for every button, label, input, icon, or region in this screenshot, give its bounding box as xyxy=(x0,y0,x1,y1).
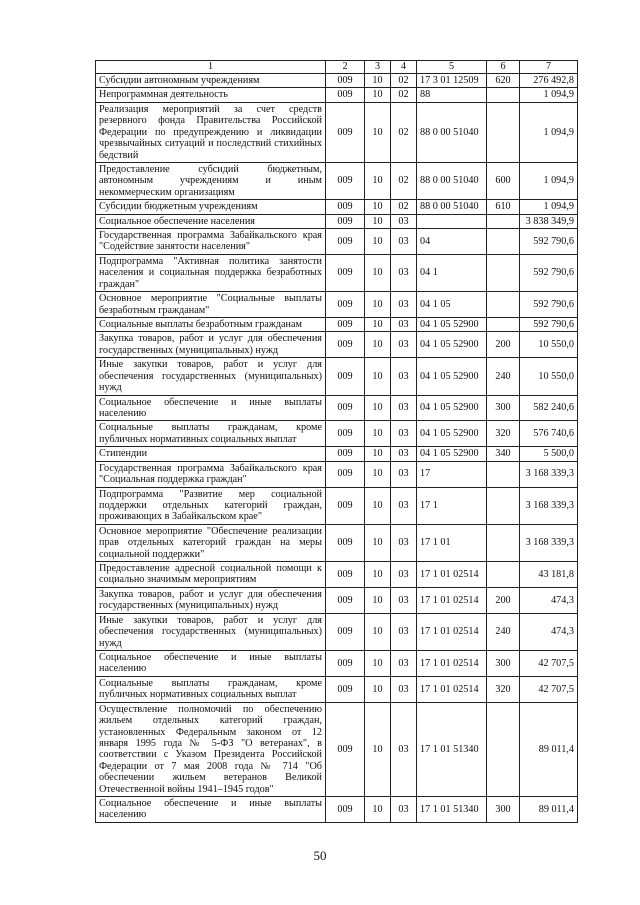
table-row xyxy=(96,613,578,650)
table-row xyxy=(96,447,578,461)
target-item-code-cell xyxy=(417,214,487,228)
ministry-code-cell: 009 xyxy=(326,676,365,702)
expense-type-code-cell: 300 xyxy=(487,650,520,676)
row-name-cell: Закупка товаров, работ и услуг для обеспечения государственных (муниципальных) нужд xyxy=(96,332,326,358)
section-code-cell: 10 xyxy=(365,292,391,318)
ministry-code-cell: 009 xyxy=(326,292,365,318)
expense-type-code-cell: 300 xyxy=(487,395,520,421)
subsection-code-cell: 03 xyxy=(391,292,417,318)
amount-cell: 43 181,8 xyxy=(520,562,578,588)
amount-cell: 582 240,6 xyxy=(520,395,578,421)
column-header-2: 2 xyxy=(326,61,365,74)
row-name-cell: Социальное обеспечение и иные выплаты населению xyxy=(96,395,326,421)
amount-cell: 1 094,9 xyxy=(520,162,578,199)
amount-cell: 592 790,6 xyxy=(520,292,578,318)
table-row xyxy=(96,200,578,214)
row-name-cell: Социальные выплаты безработным гражданам xyxy=(96,318,326,332)
target-item-code-cell: 04 1 05 52900 xyxy=(417,318,487,332)
expense-type-code-cell: 610 xyxy=(487,200,520,214)
target-item-code-cell: 17 3 01 12509 xyxy=(417,74,487,88)
section-code-cell: 10 xyxy=(365,254,391,291)
expense-type-code-cell xyxy=(487,214,520,228)
table-row xyxy=(96,797,578,823)
ministry-code-cell: 009 xyxy=(326,332,365,358)
row-name-cell: Подпрограмма "Активная политика занятости населения и социальная поддержка безработных граждан" xyxy=(96,254,326,291)
row-name-cell: Социальное обеспечение населения xyxy=(96,214,326,228)
section-code-cell: 10 xyxy=(365,102,391,162)
amount-cell: 592 790,6 xyxy=(520,229,578,255)
table-row xyxy=(96,650,578,676)
expense-type-code-cell: 200 xyxy=(487,332,520,358)
table-row xyxy=(96,292,578,318)
section-code-cell: 10 xyxy=(365,421,391,447)
subsection-code-cell: 03 xyxy=(391,797,417,823)
amount-cell: 10 550,0 xyxy=(520,358,578,395)
expense-type-code-cell: 620 xyxy=(487,74,520,88)
table-row xyxy=(96,102,578,162)
amount-cell: 1 094,9 xyxy=(520,88,578,102)
page-number: 50 xyxy=(313,848,327,863)
row-name-cell: Государственная программа Забайкальского края "Содействие занятости населения" xyxy=(96,229,326,255)
expense-type-code-cell xyxy=(487,254,520,291)
table-row xyxy=(96,74,578,88)
expense-type-code-cell: 240 xyxy=(487,358,520,395)
target-item-code-cell: 17 1 01 xyxy=(417,524,487,561)
section-code-cell: 10 xyxy=(365,702,391,796)
subsection-code-cell: 02 xyxy=(391,102,417,162)
ministry-code-cell: 009 xyxy=(326,797,365,823)
amount-cell: 42 707,5 xyxy=(520,650,578,676)
target-item-code-cell: 04 1 05 52900 xyxy=(417,395,487,421)
subsection-code-cell: 03 xyxy=(391,676,417,702)
row-name-cell: Социальное обеспечение и иные выплаты населению xyxy=(96,797,326,823)
subsection-code-cell: 03 xyxy=(391,487,417,524)
ministry-code-cell: 009 xyxy=(326,214,365,228)
expense-type-code-cell: 240 xyxy=(487,613,520,650)
amount-cell: 5 500,0 xyxy=(520,447,578,461)
section-code-cell: 10 xyxy=(365,395,391,421)
target-item-code-cell: 88 0 00 51040 xyxy=(417,102,487,162)
budget-table xyxy=(95,60,578,823)
expense-type-code-cell xyxy=(487,487,520,524)
ministry-code-cell: 009 xyxy=(326,702,365,796)
subsection-code-cell: 03 xyxy=(391,447,417,461)
target-item-code-cell: 04 1 05 52900 xyxy=(417,421,487,447)
amount-cell: 592 790,6 xyxy=(520,318,578,332)
table-row xyxy=(96,162,578,199)
target-item-code-cell: 17 1 01 02514 xyxy=(417,676,487,702)
target-item-code-cell: 04 1 05 52900 xyxy=(417,358,487,395)
subsection-code-cell: 03 xyxy=(391,254,417,291)
section-code-cell: 10 xyxy=(365,162,391,199)
target-item-code-cell: 04 1 05 xyxy=(417,292,487,318)
column-header-1: 1 xyxy=(96,61,326,74)
target-item-code-cell: 17 xyxy=(417,461,487,487)
table-row xyxy=(96,229,578,255)
subsection-code-cell: 02 xyxy=(391,162,417,199)
table-row xyxy=(96,524,578,561)
row-name-cell: Социальное обеспечение и иные выплаты населению xyxy=(96,650,326,676)
ministry-code-cell: 009 xyxy=(326,613,365,650)
subsection-code-cell: 02 xyxy=(391,88,417,102)
amount-cell: 474,3 xyxy=(520,587,578,613)
section-code-cell: 10 xyxy=(365,587,391,613)
subsection-code-cell: 03 xyxy=(391,421,417,447)
section-code-cell: 10 xyxy=(365,214,391,228)
expense-type-code-cell xyxy=(487,292,520,318)
row-name-cell: Основное мероприятие "Социальные выплаты безработным гражданам" xyxy=(96,292,326,318)
expense-type-code-cell: 200 xyxy=(487,587,520,613)
subsection-code-cell: 02 xyxy=(391,200,417,214)
subsection-code-cell: 03 xyxy=(391,332,417,358)
subsection-code-cell: 03 xyxy=(391,524,417,561)
target-item-code-cell: 88 0 00 51040 xyxy=(417,162,487,199)
table-row xyxy=(96,332,578,358)
amount-cell: 10 550,0 xyxy=(520,332,578,358)
expense-type-code-cell xyxy=(487,229,520,255)
amount-cell: 474,3 xyxy=(520,613,578,650)
amount-cell: 276 492,8 xyxy=(520,74,578,88)
section-code-cell: 10 xyxy=(365,358,391,395)
amount-cell: 592 790,6 xyxy=(520,254,578,291)
subsection-code-cell: 03 xyxy=(391,702,417,796)
ministry-code-cell: 009 xyxy=(326,395,365,421)
table-row xyxy=(96,487,578,524)
row-name-cell: Иные закупки товаров, работ и услуг для обеспечения государственных (муниципальных) нужд xyxy=(96,613,326,650)
subsection-code-cell: 03 xyxy=(391,461,417,487)
amount-cell: 1 094,9 xyxy=(520,102,578,162)
expense-type-code-cell xyxy=(487,88,520,102)
section-code-cell: 10 xyxy=(365,650,391,676)
row-name-cell: Закупка товаров, работ и услуг для обеспечения государственных (муниципальных) нужд xyxy=(96,587,326,613)
ministry-code-cell: 009 xyxy=(326,487,365,524)
target-item-code-cell: 17 1 01 02514 xyxy=(417,587,487,613)
target-item-code-cell: 04 xyxy=(417,229,487,255)
row-name-cell: Социальные выплаты гражданам, кроме публичных нормативных социальных выплат xyxy=(96,676,326,702)
table-row xyxy=(96,358,578,395)
table-row xyxy=(96,461,578,487)
table-row xyxy=(96,421,578,447)
ministry-code-cell: 009 xyxy=(326,587,365,613)
table-body xyxy=(96,74,578,823)
ministry-code-cell: 009 xyxy=(326,524,365,561)
subsection-code-cell: 03 xyxy=(391,318,417,332)
expense-type-code-cell xyxy=(487,318,520,332)
ministry-code-cell: 009 xyxy=(326,421,365,447)
row-name-cell: Предоставление субсидий бюджетным, автономным учреждениям и иным некоммерческим организациям xyxy=(96,162,326,199)
subsection-code-cell: 03 xyxy=(391,613,417,650)
amount-cell: 89 011,4 xyxy=(520,702,578,796)
subsection-code-cell: 03 xyxy=(391,229,417,255)
expense-type-code-cell: 320 xyxy=(487,676,520,702)
subsection-code-cell: 03 xyxy=(391,214,417,228)
subsection-code-cell: 03 xyxy=(391,562,417,588)
section-code-cell: 10 xyxy=(365,88,391,102)
ministry-code-cell: 009 xyxy=(326,358,365,395)
amount-cell: 3 168 339,3 xyxy=(520,524,578,561)
target-item-code-cell: 04 1 05 52900 xyxy=(417,332,487,358)
section-code-cell: 10 xyxy=(365,318,391,332)
ministry-code-cell: 009 xyxy=(326,200,365,214)
section-code-cell: 10 xyxy=(365,487,391,524)
amount-cell: 89 011,4 xyxy=(520,797,578,823)
target-item-code-cell: 04 1 05 52900 xyxy=(417,447,487,461)
amount-cell: 576 740,6 xyxy=(520,421,578,447)
row-name-cell: Основное мероприятие "Обеспечение реализации прав отдельных категорий граждан на меры социальной поддержки" xyxy=(96,524,326,561)
amount-cell: 3 838 349,9 xyxy=(520,214,578,228)
section-code-cell: 10 xyxy=(365,332,391,358)
section-code-cell: 10 xyxy=(365,797,391,823)
ministry-code-cell: 009 xyxy=(326,229,365,255)
ministry-code-cell: 009 xyxy=(326,447,365,461)
table-row xyxy=(96,88,578,102)
section-code-cell: 10 xyxy=(365,613,391,650)
target-item-code-cell: 17 1 xyxy=(417,487,487,524)
expense-type-code-cell: 600 xyxy=(487,162,520,199)
expense-type-code-cell xyxy=(487,461,520,487)
ministry-code-cell: 009 xyxy=(326,562,365,588)
row-name-cell: Непрограммная деятельность xyxy=(96,88,326,102)
target-item-code-cell: 17 1 01 51340 xyxy=(417,702,487,796)
expense-type-code-cell xyxy=(487,702,520,796)
table-row xyxy=(96,702,578,796)
expense-type-code-cell: 320 xyxy=(487,421,520,447)
expense-type-code-cell xyxy=(487,524,520,561)
row-name-cell: Субсидии автономным учреждениям xyxy=(96,74,326,88)
subsection-code-cell: 03 xyxy=(391,395,417,421)
column-header-5: 5 xyxy=(417,61,487,74)
table-row xyxy=(96,214,578,228)
table-row xyxy=(96,395,578,421)
subsection-code-cell: 02 xyxy=(391,74,417,88)
section-code-cell: 10 xyxy=(365,524,391,561)
target-item-code-cell: 04 1 xyxy=(417,254,487,291)
row-name-cell: Социальные выплаты гражданам, кроме публичных нормативных социальных выплат xyxy=(96,421,326,447)
row-name-cell: Осуществление полномочий по обеспечению жильем отдельных категорий граждан, установленных Федеральным законом от 12 января 1995 года № 5-ФЗ "О ветеранах", в соответствии с Указом Президента Российской Федерации от 7 мая 2008 года № 714 "Об обеспечении жильем ветеранов Великой Отечественной войны 1941–1945 годов" xyxy=(96,702,326,796)
target-item-code-cell: 17 1 01 02514 xyxy=(417,650,487,676)
target-item-code-cell: 17 1 01 02514 xyxy=(417,613,487,650)
row-name-cell: Предоставление адресной социальной помощи к социально значимым мероприятиям xyxy=(96,562,326,588)
amount-cell: 42 707,5 xyxy=(520,676,578,702)
table-row xyxy=(96,587,578,613)
section-code-cell: 10 xyxy=(365,74,391,88)
section-code-cell: 10 xyxy=(365,562,391,588)
expense-type-code-cell: 300 xyxy=(487,797,520,823)
row-name-cell: Реализация мероприятий за счет средств резервного фонда Правительства Российской Федерации по предупреждению и ликвидации чрезвычайных ситуаций и последствий стихийных бедствий xyxy=(96,102,326,162)
section-code-cell: 10 xyxy=(365,447,391,461)
ministry-code-cell: 009 xyxy=(326,102,365,162)
ministry-code-cell: 009 xyxy=(326,318,365,332)
table-row xyxy=(96,562,578,588)
ministry-code-cell: 009 xyxy=(326,650,365,676)
amount-cell: 3 168 339,3 xyxy=(520,461,578,487)
amount-cell: 3 168 339,3 xyxy=(520,487,578,524)
row-name-cell: Субсидии бюджетным учреждениям xyxy=(96,200,326,214)
table-row xyxy=(96,254,578,291)
target-item-code-cell: 17 1 01 51340 xyxy=(417,797,487,823)
row-name-cell: Государственная программа Забайкальского края "Социальная поддержка граждан" xyxy=(96,461,326,487)
ministry-code-cell: 009 xyxy=(326,254,365,291)
table-header-row xyxy=(96,61,578,74)
column-header-4: 4 xyxy=(391,61,417,74)
section-code-cell: 10 xyxy=(365,229,391,255)
ministry-code-cell: 009 xyxy=(326,162,365,199)
ministry-code-cell: 009 xyxy=(326,88,365,102)
section-code-cell: 10 xyxy=(365,461,391,487)
target-item-code-cell: 88 0 00 51040 xyxy=(417,200,487,214)
amount-cell: 1 094,9 xyxy=(520,200,578,214)
section-code-cell: 10 xyxy=(365,676,391,702)
column-header-7: 7 xyxy=(520,61,578,74)
table-row xyxy=(96,318,578,332)
ministry-code-cell: 009 xyxy=(326,74,365,88)
section-code-cell: 10 xyxy=(365,200,391,214)
expense-type-code-cell xyxy=(487,102,520,162)
subsection-code-cell: 03 xyxy=(391,650,417,676)
row-name-cell: Подпрограмма "Развитие мер социальной поддержки отдельных категорий граждан, проживающих в Забайкальском крае" xyxy=(96,487,326,524)
target-item-code-cell: 17 1 01 02514 xyxy=(417,562,487,588)
row-name-cell: Иные закупки товаров, работ и услуг для обеспечения государственных (муниципальных) нужд xyxy=(96,358,326,395)
column-header-3: 3 xyxy=(365,61,391,74)
subsection-code-cell: 03 xyxy=(391,358,417,395)
expense-type-code-cell: 340 xyxy=(487,447,520,461)
ministry-code-cell: 009 xyxy=(326,461,365,487)
target-item-code-cell: 88 xyxy=(417,88,487,102)
table-row xyxy=(96,676,578,702)
expense-type-code-cell xyxy=(487,562,520,588)
subsection-code-cell: 03 xyxy=(391,587,417,613)
row-name-cell: Стипендии xyxy=(96,447,326,461)
column-header-6: 6 xyxy=(487,61,520,74)
